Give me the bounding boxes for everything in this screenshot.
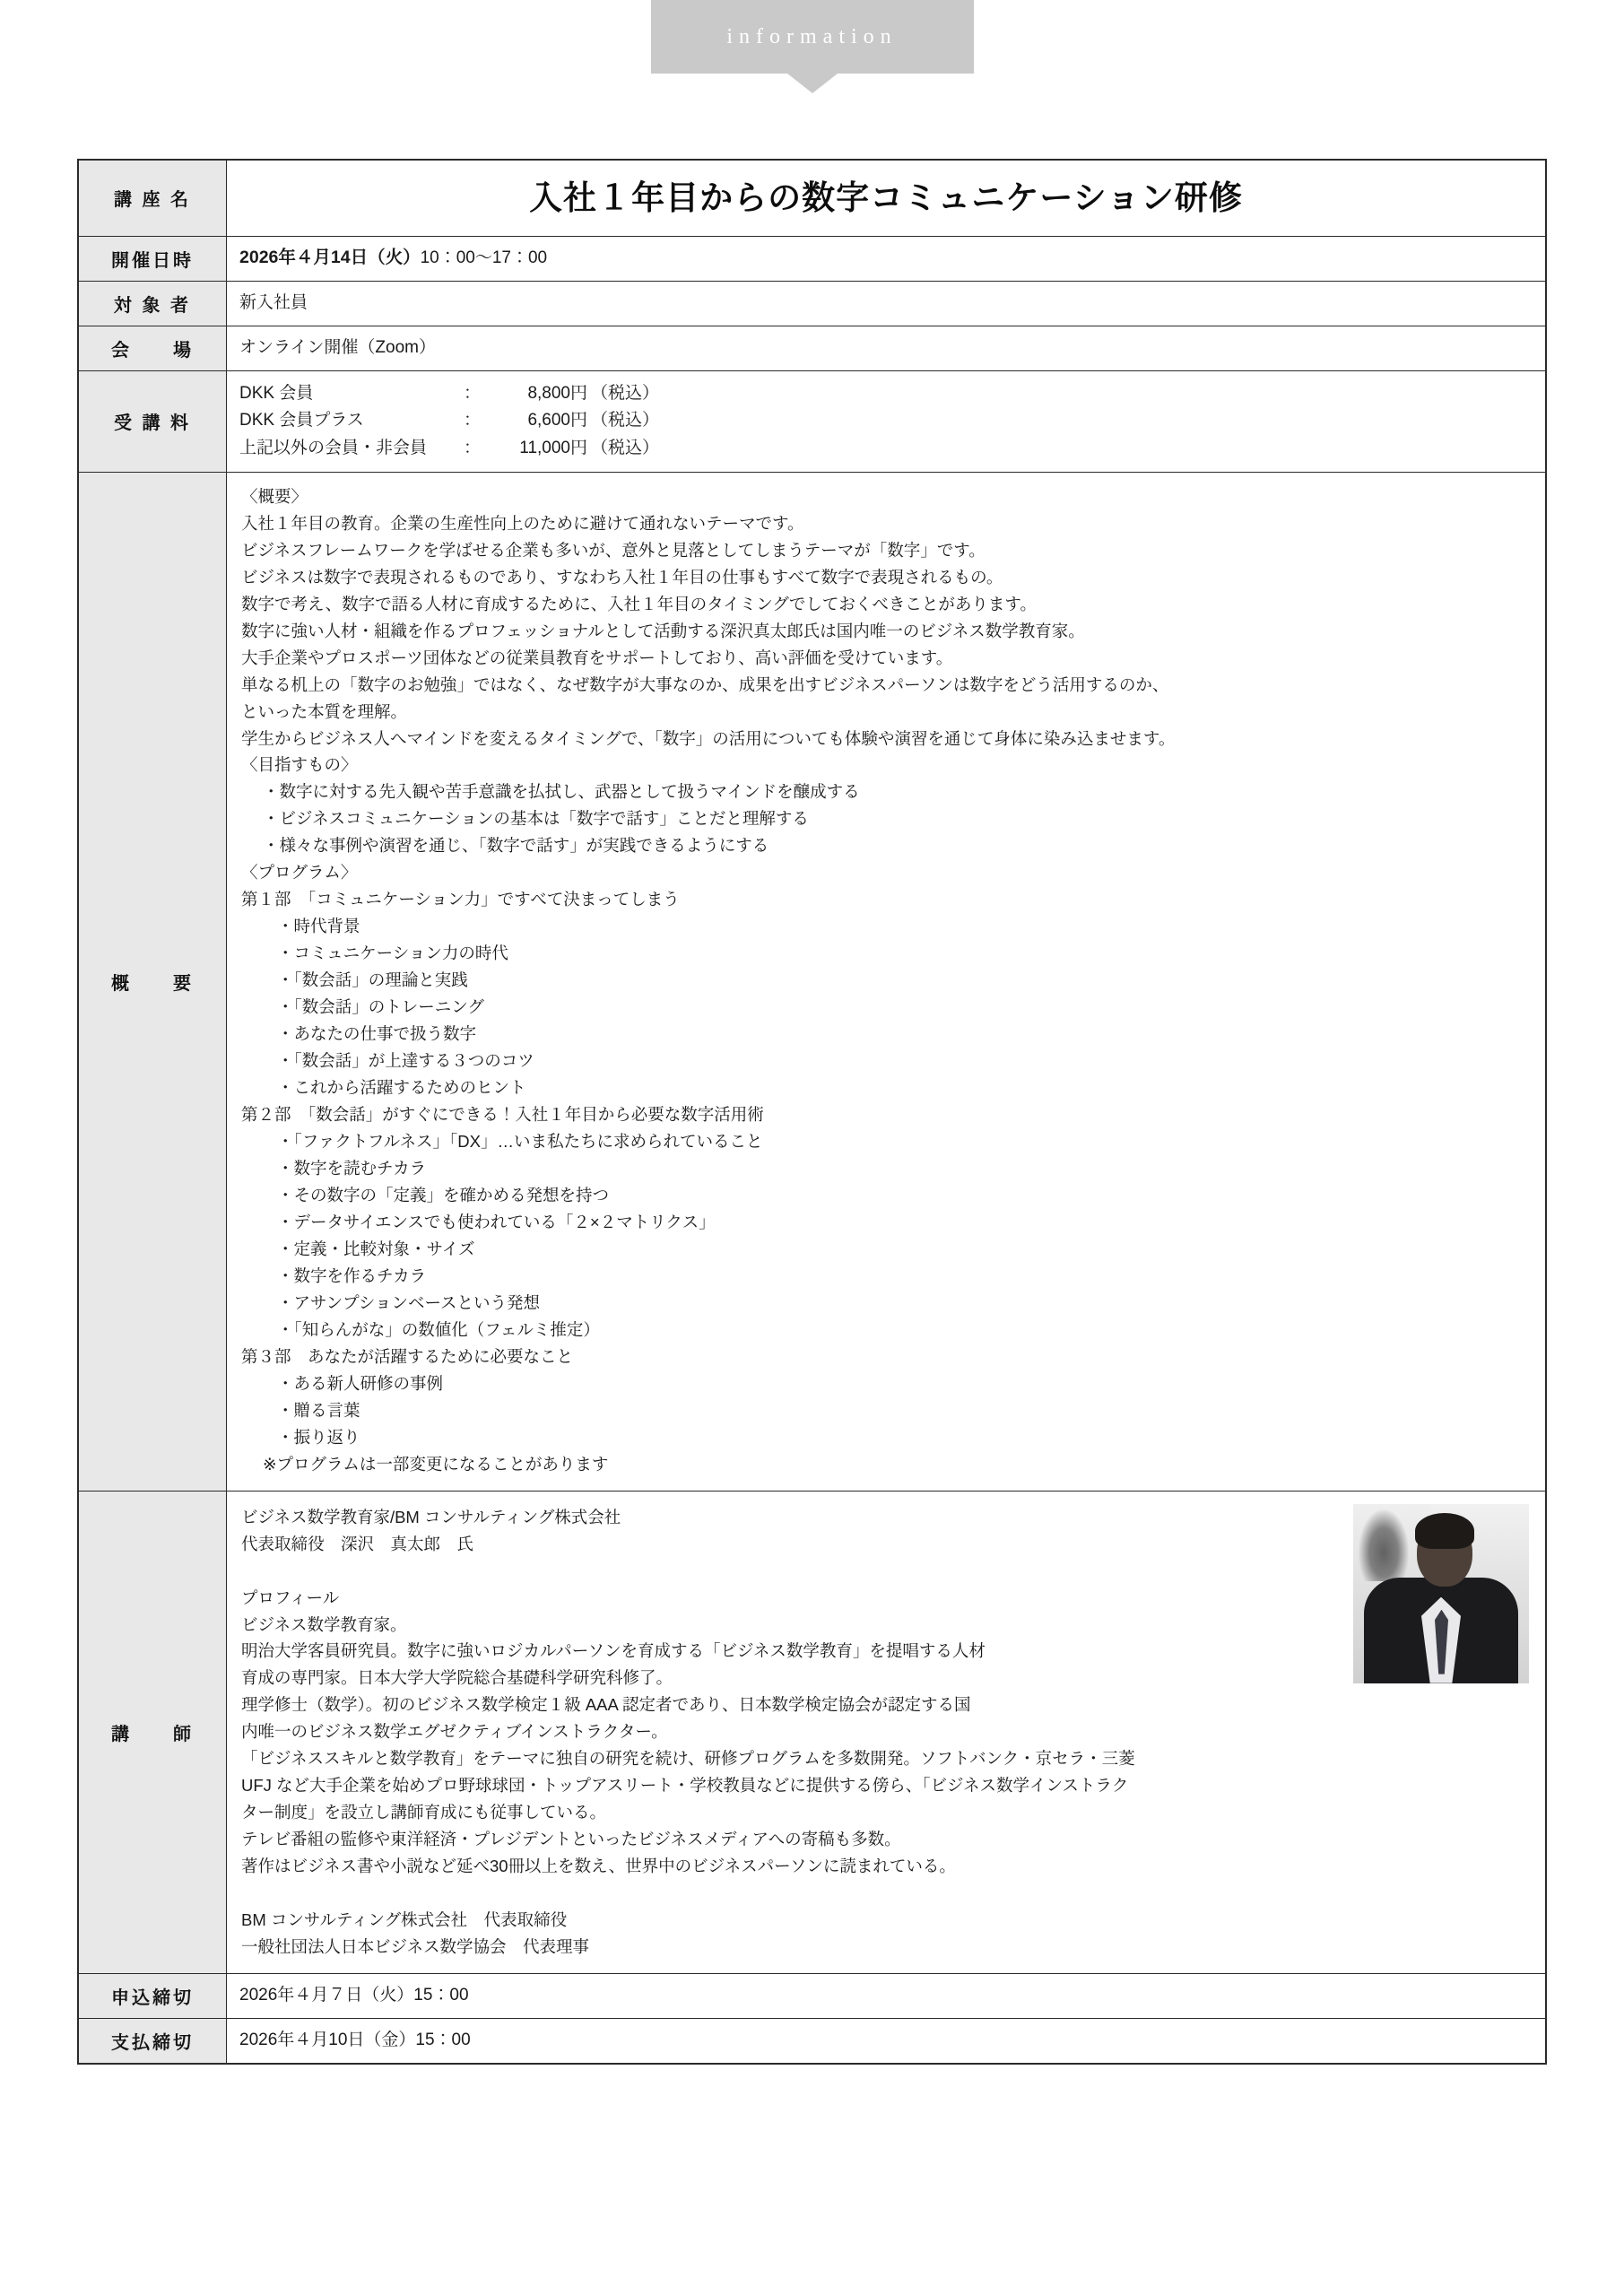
profile-heading: プロフィール <box>241 1587 340 1607</box>
table-row-outline <box>79 473 1545 1492</box>
profile-line: 内唯一のビジネス数学エグゼクティブインストラクター。 <box>241 1722 668 1742</box>
program-part2-item: ・数字を読むチカラ <box>277 1159 427 1178</box>
row-value-instructor <box>227 1492 1545 1973</box>
datetime-text <box>239 245 1533 272</box>
fee-colon: ： <box>464 383 482 403</box>
outline-line: 大手企業やプロスポーツ団体などの従業員教育をサポートしており、高い評価を受けています。 <box>241 648 953 667</box>
program-part1-item: ・「数会話」の理論と実践 <box>277 970 468 990</box>
outline-heading-goals: 〈目指すもの〉 <box>241 755 358 775</box>
table-row-venue <box>79 326 1545 371</box>
row-value-venue: オンライン開催（Zoom） <box>239 337 436 357</box>
table-row-instructor <box>79 1492 1545 1974</box>
instructor-affiliation: ビジネス数学教育家/BM コンサルティング株式会社 <box>241 1507 621 1526</box>
instructor-title-name: 代表取締役 深沢 真太郎 氏 <box>241 1534 474 1553</box>
plant-decoration-icon <box>1359 1509 1409 1581</box>
program-part1-item: ・これから活躍するためのヒント <box>277 1078 526 1098</box>
instructor-company-line: BM コンサルティング株式会社 代表取締役 <box>241 1910 568 1930</box>
table-row-course-name <box>79 161 1545 237</box>
profile-line: ター制度」を設立し講師育成にも従事している。 <box>241 1803 607 1822</box>
outline-goal-item: ・様々な事例や演習を通じ、「数字で話す」が実践できるようにする <box>263 836 769 856</box>
row-value-payment-deadline: 2026年４月10日（金）15：00 <box>239 2031 471 2050</box>
fee-tax: （税込） <box>591 411 660 430</box>
program-part3-item: ・ある新人研修の事例 <box>277 1373 444 1393</box>
row-value-target: 新入社員 <box>239 292 308 312</box>
header-banner-container <box>0 0 1624 74</box>
fee-name: DKK 会員プラス <box>239 411 364 430</box>
fee-amount: 11,000円 <box>519 439 587 458</box>
fee-line <box>239 407 1533 435</box>
row-label-target: 対 象 者 <box>79 282 227 326</box>
profile-line: 理学修士（数学）。初のビジネス数学検定１級 AAA 認定者であり、日本数学検定協会が認定する国 <box>241 1695 971 1715</box>
information-banner: information <box>651 0 974 74</box>
table-row-datetime <box>79 237 1545 282</box>
program-note: ※プログラムは一部変更になることがあります <box>263 1454 609 1474</box>
spacer-line <box>241 1880 1531 1907</box>
program-part2-item: ・数字を作るチカラ <box>277 1265 427 1285</box>
program-part2-item: ・「ファクトフルネス」「DX」…いま私たちに求められていること <box>277 1132 763 1152</box>
portrait-hair <box>1415 1513 1474 1549</box>
profile-line: 著作はビジネス書や小説など延べ30冊以上を数え、世界中のビジネスパーソンに読まれている。 <box>241 1857 956 1876</box>
table-row-target <box>79 282 1545 326</box>
outline-goal-item: ・ビジネスコミュニケーションの基本は「数字で話す」ことだと理解する <box>263 809 809 829</box>
program-part3-item: ・振り返り <box>277 1427 360 1447</box>
program-part2-item: ・定義・比較対象・サイズ <box>277 1239 475 1258</box>
row-value-fee <box>227 371 1545 472</box>
program-part2-item: ・その数字の「定義」を確かめる発想を持つ <box>277 1185 610 1205</box>
instructor-photo <box>1353 1504 1529 1683</box>
row-value-outline <box>227 473 1545 1491</box>
program-part3-item: ・贈る言葉 <box>277 1400 360 1420</box>
row-label-fee: 受 講 料 <box>79 371 227 472</box>
program-part1-item: ・あなたの仕事で扱う数字 <box>277 1024 477 1044</box>
outline-line: 入社１年目の教育。企業の生産性向上のために避けて通れないテーマです。 <box>241 513 804 533</box>
spacer-line <box>241 1558 1531 1585</box>
instructor-text <box>241 1504 1531 1961</box>
outline-line: 数字に強い人材・組織を作るプロフェッショナルとして活動する深沢真太郎氏は国内唯一のビジネス数学教育家。 <box>241 621 1085 640</box>
profile-line: テレビ番組の監修や東洋経済・プレジデントといったビジネスメディアへの寄稿も多数。 <box>241 1830 901 1849</box>
fee-colon: ： <box>464 411 482 430</box>
row-label-outline: 概 要 <box>79 473 227 1491</box>
fee-tax: （税込） <box>591 383 660 403</box>
fee-amount: 8,800円 <box>527 383 587 403</box>
outline-line: 単なる机上の「数字のお勉強」ではなく、なぜ数字が大事なのか、成果を出すビジネスパーソンは数字をどう活用するのか、 <box>241 674 1169 694</box>
course-info-table <box>77 159 1547 2065</box>
row-value-application-deadline: 2026年４月７日（火）15：00 <box>239 1986 469 2005</box>
program-part3-title: 第３部 あなたが活躍するために必要なこと <box>241 1346 574 1366</box>
program-part2-item: ・データサイエンスでも使われている「２×２マトリクス」 <box>277 1212 716 1231</box>
table-row-payment-deadline <box>79 2019 1545 2063</box>
datetime-date: 2026年４月14日（火） <box>239 248 421 268</box>
datetime-time: 10：00〜17：00 <box>420 248 548 268</box>
instructor-company-line: 一般社団法人日本ビジネス数学協会 代表理事 <box>241 1937 589 1957</box>
fee-name: DKK 会員 <box>239 383 314 403</box>
program-part1-item: ・「数会話」が上達する３つのコツ <box>277 1051 534 1071</box>
program-part2-title: 第２部 「数会話」がすぐにできる！入社１年目から必要な数字活用術 <box>241 1105 764 1125</box>
fee-amount: 6,600円 <box>527 411 587 430</box>
outline-line: ビジネスフレームワークを学ばせる企業も多いが、意外と見落としてしまうテーマが「数字」です。 <box>241 540 986 560</box>
profile-line: 育成の専門家。日本大学大学院総合基礎科学研究科修了。 <box>241 1668 673 1688</box>
row-label-payment-deadline: 支払締切 <box>79 2019 227 2063</box>
profile-line: ビジネス数学教育家。 <box>241 1614 407 1634</box>
portrait-image <box>1353 1504 1529 1683</box>
table-row-fee <box>79 371 1545 473</box>
row-label-instructor: 講 師 <box>79 1492 227 1973</box>
program-part1-item: ・コミュニケーション力の時代 <box>277 944 508 963</box>
program-part2-item: ・「知らんがな」の数値化（フェルミ推定） <box>277 1319 600 1339</box>
outline-goal-item: ・数字に対する先入観や苦手意識を払拭し、武器として扱うマインドを醸成する <box>263 782 860 802</box>
row-value-datetime <box>227 237 1545 281</box>
fee-name: 上記以外の会員・非会員 <box>239 439 428 458</box>
row-label-venue: 会 場 <box>79 326 227 370</box>
row-label-datetime: 開催日時 <box>79 237 227 281</box>
program-part2-item: ・アサンプションベースという発想 <box>277 1292 541 1312</box>
fee-line <box>239 380 1533 408</box>
profile-line: 「ビジネススキルと数学教育」をテーマに独自の研究を続け、研修プログラムを多数開発。ソフトバンク・京セラ・三菱 <box>241 1749 1135 1769</box>
profile-line: UFJ など大手企業を始めプロ野球球団・トップアスリート・学校教員などに提供する傍ら、「ビジネス数学インストラク <box>241 1776 1129 1796</box>
program-part1-title: 第１部 「コミュニケーション力」ですべて決まってしまう <box>241 890 680 909</box>
outline-line: 数字で考え、数字で語る人材に育成するために、入社１年目のタイミングでしておくべきことがあります。 <box>241 594 1037 613</box>
outline-heading-overview: 〈概要〉 <box>241 486 308 506</box>
outline-line: 学生からビジネス人へマインドを変えるタイミングで、「数字」の活用についても体験や演習を通じて身体に染み込ませます。 <box>241 728 1176 748</box>
row-value-course-name <box>227 161 1545 236</box>
page-title: 入社１年目からの数字コミュニケーション研修 <box>529 179 1243 216</box>
row-label-application-deadline: 申込締切 <box>79 1974 227 2018</box>
fee-line <box>239 435 1533 463</box>
outline-line: といった本質を理解。 <box>241 701 408 721</box>
fee-colon: ： <box>464 439 482 458</box>
table-row-application-deadline <box>79 1974 1545 2019</box>
program-part1-item: ・時代背景 <box>277 917 360 936</box>
profile-line: 明治大学客員研究員。数字に強いロジカルパーソンを育成する「ビジネス数学教育」を提唱する人材 <box>241 1641 986 1661</box>
program-part1-item: ・「数会話」のトレーニング <box>277 997 484 1017</box>
fee-tax: （税込） <box>591 439 660 458</box>
outline-line: ビジネスは数字で表現されるものであり、すなわち入社１年目の仕事もすべて数字で表現されるもの。 <box>241 567 1003 587</box>
outline-heading-program: 〈プログラム〉 <box>241 863 358 883</box>
row-label-course-name: 講 座 名 <box>79 161 227 236</box>
